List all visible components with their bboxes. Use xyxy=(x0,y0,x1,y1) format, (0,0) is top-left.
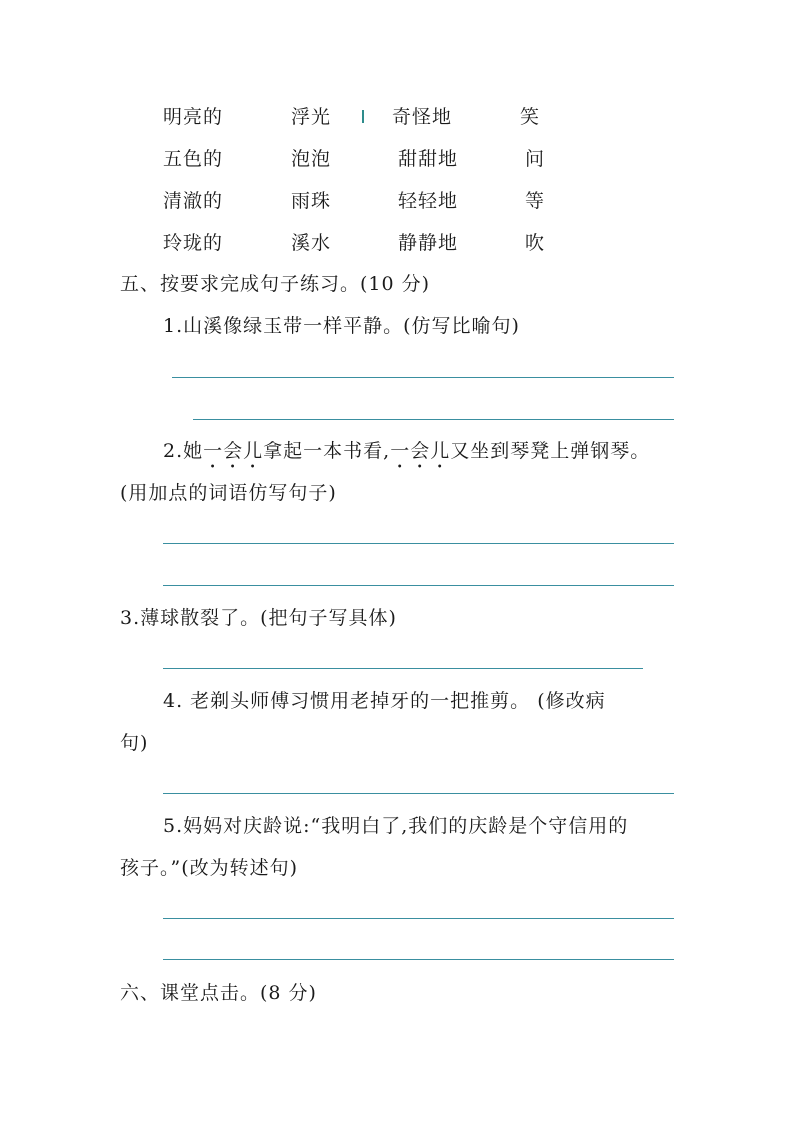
question-2-suffix: 又坐到琴凳上弹钢琴。 xyxy=(450,440,651,462)
answer-line[interactable] xyxy=(163,543,674,544)
answer-line[interactable] xyxy=(163,959,674,960)
word-cell: 泡泡 xyxy=(291,148,332,170)
word-cell: 五色的 xyxy=(163,148,224,170)
word-cell: 静静地 xyxy=(398,232,459,254)
word-cell: 玲珑的 xyxy=(163,232,224,254)
dotted-word: 一会儿 xyxy=(203,440,264,462)
answer-line[interactable] xyxy=(193,419,674,420)
text-cursor xyxy=(362,110,364,123)
question-2-middle: 拿起一本书看, xyxy=(263,440,391,462)
word-cell: 明亮的 xyxy=(163,106,224,128)
question-2-instruction: (用加点的词语仿写句子) xyxy=(120,482,337,504)
word-cell: 笑 xyxy=(520,106,541,128)
answer-line[interactable] xyxy=(163,585,674,586)
word-cell: 奇怪地 xyxy=(392,106,453,128)
question-4-line2: 句) xyxy=(120,732,149,754)
word-cell: 浮光 xyxy=(291,106,332,128)
question-3: 3.薄球散裂了。(把句子写具体) xyxy=(120,607,397,629)
answer-line[interactable] xyxy=(163,918,674,919)
word-cell: 轻轻地 xyxy=(398,190,459,212)
word-cell: 溪水 xyxy=(291,232,332,254)
question-5-line1: 5.妈妈对庆龄说:“我明白了,我们的庆龄是个守信用的 xyxy=(163,815,629,837)
section-5-heading: 五、按要求完成句子练习。(10 分) xyxy=(120,273,431,295)
answer-line[interactable] xyxy=(163,793,674,794)
question-5-line2: 孩子。”(改为转述句) xyxy=(120,857,299,879)
question-1: 1.山溪像绿玉带一样平静。(仿写比喻句) xyxy=(163,315,520,337)
word-cell: 雨珠 xyxy=(291,190,332,212)
answer-line[interactable] xyxy=(163,668,643,669)
section-6-heading: 六、课堂点击。(8 分) xyxy=(120,982,317,1004)
question-2-prefix: 2.她 xyxy=(163,440,204,462)
answer-line[interactable] xyxy=(172,377,674,378)
word-cell: 等 xyxy=(525,190,546,212)
word-cell: 吹 xyxy=(525,232,546,254)
word-cell: 问 xyxy=(525,148,546,170)
word-cell: 甜甜地 xyxy=(398,148,459,170)
question-4-line1: 4. 老剃头师傅习惯用老掉牙的一把推剪。 (修改病 xyxy=(163,690,606,712)
question-2 xyxy=(163,439,650,473)
dotted-word: 一会儿 xyxy=(390,440,451,462)
word-cell: 清澈的 xyxy=(163,190,224,212)
